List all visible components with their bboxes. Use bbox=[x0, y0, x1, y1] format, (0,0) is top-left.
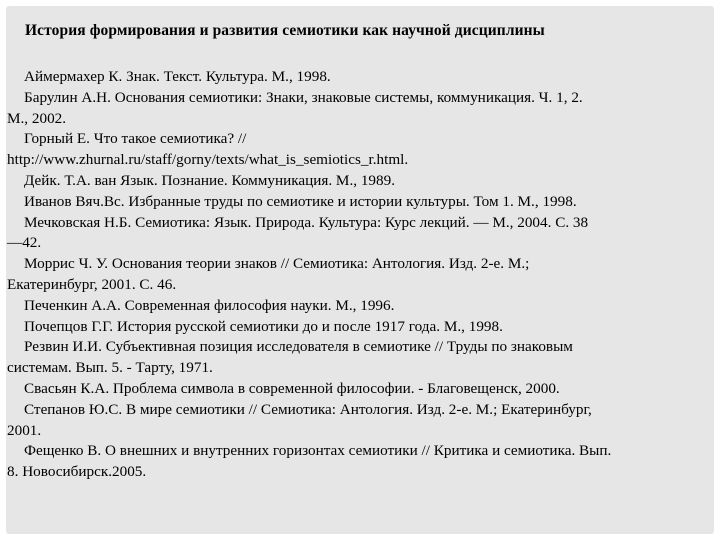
reference-item: Резвин И.И. Субъективная позиция исследователя в семиотике // Труды по знаковым системам. Вып. 5. - Тарту, 1971. bbox=[7, 338, 573, 377]
reference-item: Иванов Вяч.Вс. Избранные труды по семиотике и истории культуры. Том 1. М., 1998. bbox=[24, 192, 577, 210]
slide-title: История формирования и развития семиотики как научной дисциплины bbox=[25, 22, 545, 39]
reference-item: Фещенко В. О внешних и внутренних горизонтах семиотики // Критика и семиотика. Вып. 8. Новосибирск.2005. bbox=[7, 442, 612, 481]
reference-item: Свасьян К.А. Проблема символа в современной философии. - Благовещенск, 2000. bbox=[24, 379, 560, 397]
reference-item: Барулин А.Н. Основания семиотики: Знаки, знаковые системы, коммуникация. Ч. 1, 2. М., 2002. bbox=[7, 88, 583, 127]
reference-item: Степанов Ю.С. В мире семиотики // Семиотика: Антология. Изд. 2-е. М.; Екатеринбург, 2001. bbox=[7, 400, 592, 439]
reference-item: Аймермахер К. Знак. Текст. Культура. М., 1998. bbox=[24, 68, 331, 85]
reference-item: Мечковская Н.Б. Семиотика: Язык. Природа. Культура: Курс лекций. — М., 2004. С. 38 —42. bbox=[7, 213, 589, 252]
reference-item: Почепцов Г.Г. История русской семиотики до и после 1917 года. М., 1998. bbox=[24, 317, 503, 335]
reference-item: Моррис Ч. У. Основания теории знаков // Семиотика: Антология. Изд. 2-е. М.; Екатеринбург, 2001. С. 46. bbox=[7, 255, 530, 293]
reference-item: Дейк. Т.А. ван Язык. Познание. Коммуникация. М., 1989. bbox=[24, 171, 396, 189]
reference-item: Печенкин А.А. Современная философия науки. М., 1996. bbox=[24, 296, 395, 314]
reference-item: Горный Е. Что такое семиотика? // http://www.zhurnal.ru/staff/gorny/texts/what_is_semiotics_r.html. bbox=[7, 130, 409, 169]
reference-list bbox=[7, 67, 715, 483]
